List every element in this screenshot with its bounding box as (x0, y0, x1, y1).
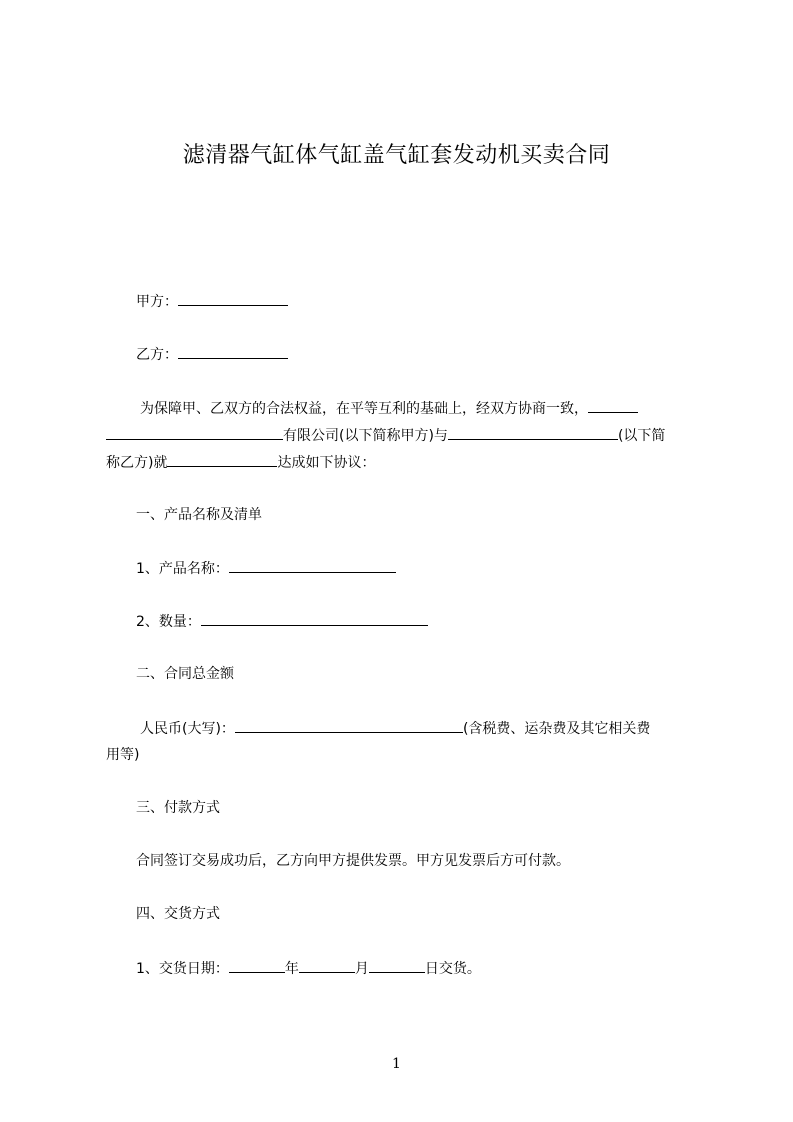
delivery-label: 1、交货日期： (136, 961, 229, 977)
section-3-heading: 三、付款方式 (136, 800, 220, 816)
party-b-blank (178, 343, 288, 359)
page-number: 1 (392, 1056, 401, 1072)
intro-company-b-suffix: (以下简 (617, 428, 666, 444)
company-a-blank (106, 424, 283, 440)
intro-blank-1 (588, 397, 638, 413)
intro-company-a-suffix: 有限公司(以下简称甲方)与 (283, 428, 448, 444)
contract-title: 滤清器气缸体气缸盖气缸套发动机买卖合同 (182, 143, 611, 168)
intro-line-3 (106, 451, 375, 474)
quantity-line (136, 610, 428, 633)
company-b-blank (448, 424, 618, 440)
day-suffix: 日交货。 (424, 961, 481, 977)
month-blank (299, 957, 355, 973)
section-1-heading: 一、产品名称及清单 (136, 507, 262, 523)
amount-suffix: (含税费、运杂费及其它相关费 (462, 721, 651, 737)
year-label: 年 (284, 961, 299, 977)
product-name-line (136, 557, 396, 580)
subject-blank (167, 451, 277, 467)
payment-text: 合同签订交易成功后，乙方向甲方提供发票。甲方见发票后方可付款。 (136, 853, 570, 869)
amount-line-2: 用等) (106, 747, 140, 763)
party-a-label: 甲方： (136, 294, 178, 310)
amount-label: 人民币(大写)： (140, 721, 235, 737)
amount-line (140, 717, 650, 740)
party-a-blank (178, 290, 288, 306)
year-blank (229, 957, 285, 973)
party-b-label: 乙方： (136, 347, 178, 363)
product-name-blank (229, 557, 396, 573)
quantity-blank (201, 610, 428, 626)
quantity-label: 2、数量： (136, 614, 201, 630)
intro-line-3-suffix: 达成如下协议： (277, 455, 376, 471)
delivery-date-line (136, 957, 481, 980)
day-blank (369, 957, 425, 973)
section-2-heading: 二、合同总金额 (136, 666, 234, 682)
product-name-label: 1、产品名称： (136, 561, 229, 577)
party-a-line (136, 290, 288, 313)
intro-line-3-prefix: 称乙方)就 (106, 455, 168, 471)
intro-line-2 (106, 424, 665, 447)
amount-blank (235, 717, 463, 733)
intro-text-1: 为保障甲、乙双方的合法权益，在平等互利的基础上，经双方协商一致， (140, 401, 588, 417)
month-label: 月 (354, 961, 369, 977)
section-4-heading: 四、交货方式 (136, 906, 220, 922)
party-b-line (136, 343, 288, 366)
intro-line-1 (140, 397, 638, 420)
